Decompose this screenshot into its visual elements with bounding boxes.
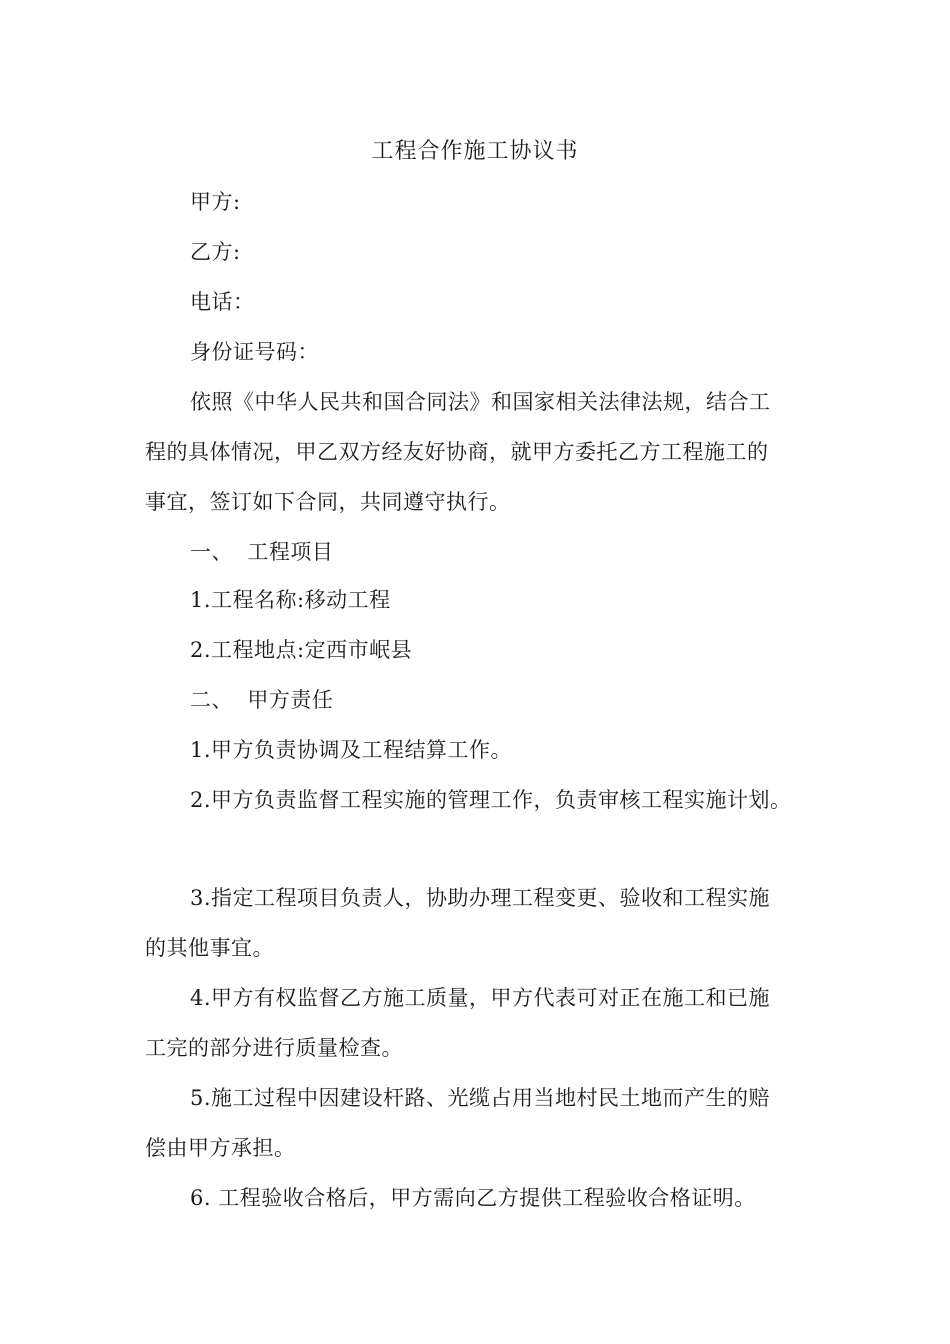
section-2-item-1: 1.甲方负责协调及工程结算工作。 — [190, 738, 513, 762]
phone-field: 电话： — [190, 290, 255, 314]
intro-line-3: 事宜，签订如下合同，共同遵守执行。 — [145, 490, 511, 514]
document-title: 工程合作施工协议书 — [371, 139, 579, 164]
party-b-field: 乙方: — [190, 240, 241, 264]
section-2-item-2: 2.甲方负责监督工程实施的管理工作，负责审核工程实施计划。 — [190, 788, 792, 812]
section-2-item-4-line-2: 工完的部分进行质量检查。 — [145, 1036, 403, 1060]
section-1-item-2: 2.工程地点:定西市岷县 — [190, 638, 413, 662]
intro-line-2: 程的具体情况，甲乙双方经友好协商，就甲方委托乙方工程施工的 — [145, 440, 769, 464]
section-2-item-3-line-2: 的其他事宜。 — [145, 936, 274, 960]
id-number-field: 身份证号码： — [190, 340, 319, 364]
intro-line-1: 依照《中华人民共和国合同法》和国家相关法律法规，结合工 — [190, 390, 771, 414]
section-2-item-5-line-1: 5.施工过程中因建设杆路、光缆占用当地村民土地而产生的赔 — [190, 1086, 771, 1110]
section-2-item-5-line-2: 偿由甲方承担。 — [145, 1136, 296, 1160]
section-1-item-1: 1.工程名称:移动工程 — [190, 588, 391, 612]
section-1-heading: 一、 工程项目 — [190, 540, 334, 564]
section-2-item-4-line-1: 4.甲方有权监督乙方施工质量，甲方代表可对正在施工和已施 — [190, 986, 771, 1010]
section-2-item-6: 6. 工程验收合格后，甲方需向乙方提供工程验收合格证明。 — [190, 1186, 756, 1210]
section-2-item-3-line-1: 3.指定工程项目负责人，协助办理工程变更、验收和工程实施 — [190, 886, 771, 910]
party-a-field: 甲方: — [190, 190, 241, 214]
section-2-heading: 二、 甲方责任 — [190, 688, 334, 712]
